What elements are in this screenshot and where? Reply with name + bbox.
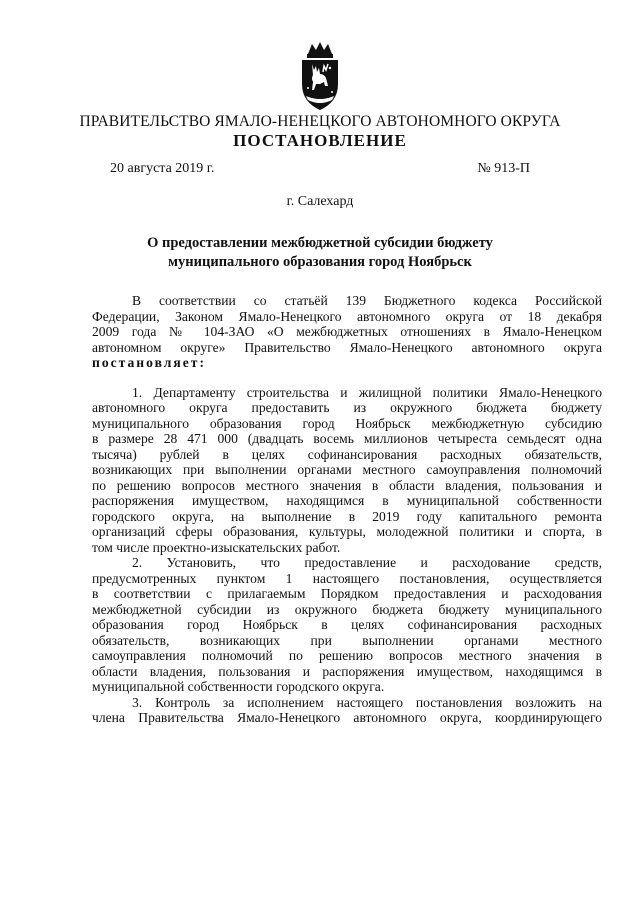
subject-line: О предоставлении межбюджетной субсидии бюджету: [147, 235, 493, 251]
document-city: г. Салехард: [286, 194, 354, 209]
document-number: № 913-П: [477, 161, 530, 176]
item1-line: автономного округа предоставить из окружного бюджета бюджету: [92, 400, 602, 415]
item2-line: межбюджетной субсидии из окружного бюджета бюджету муниципального: [92, 601, 602, 617]
document-date: 20 августа 2019 г.: [110, 161, 215, 176]
item2-line: образования город Ноябрьск в целях софинансирования расходных: [92, 617, 602, 632]
item1-line: по решению вопросов местного значения в области владения, пользования и: [92, 477, 602, 493]
item1-line: в размере 28 471 000 (двадцать восемь миллионов четыреста семьдесят одна: [92, 431, 602, 446]
preamble-line: автономном округе» Правительство Ямало-Ненецкого автономного округа: [92, 339, 602, 355]
item2-line: муниципальной собственности городского округа.: [92, 679, 385, 694]
item2-line: самоуправления полномочий по решению вопросов местного значения в: [92, 648, 602, 663]
item1-line: возникающих при выполнении органами местного самоуправления полномочий: [92, 462, 602, 477]
item1-line: городского округа, на выполнение в 2019 году капитального ремонта: [92, 508, 602, 524]
item1-line: распоряжения имуществом, находящимся в муниципальной собственности: [92, 493, 602, 508]
item1-line: том числе проектно-изыскательских работ.: [92, 539, 341, 555]
item3-line: члена Правительства Ямало-Ненецкого автономного округа, координирующего: [92, 710, 602, 725]
item2-line: области владения, пользования и распоряжения имуществом, находящимся в: [92, 663, 602, 679]
document-subject: [0, 234, 640, 272]
preamble-line: В соответствии со статьёй 139 Бюджетного кодекса Российской: [132, 293, 602, 308]
yamal-nenets-coat-of-arms-icon: [294, 40, 346, 112]
preamble-line: [92, 355, 602, 371]
item1-line: тысяча) рублей в целях софинансирования расходных обязательств,: [92, 446, 602, 462]
document-body: [92, 293, 602, 726]
government-name: ПРАВИТЕЛЬСТВО ЯМАЛО-НЕНЕЦКОГО АВТОНОМНОГО ОКРУГА: [79, 113, 561, 130]
subject-line: муниципального образования город Ноябрьск: [168, 254, 472, 270]
item1-line: 1. Департаменту строительства и жилищной политики Ямало-Ненецкого: [132, 384, 602, 400]
item2-line: 2. Установить, что предоставление и расходование средств,: [132, 555, 602, 570]
document-type: ПОСТАНОВЛЕНИЕ: [233, 131, 407, 150]
item2-line: предусмотренных пунктом 1 настоящего постановления, осуществляется: [92, 570, 602, 586]
item1-line: организаций сферы образования, культуры, молодежной политики и спорта, в: [92, 524, 602, 539]
decree-word: постановляет:: [92, 355, 206, 370]
preamble-line: 2009 года № 104-ЗАО «О межбюджетных отношениях в Ямало-Ненецком: [92, 324, 602, 339]
item3-line: 3. Контроль за исполнением настоящего постановления возложить на: [132, 694, 602, 710]
preamble-line: Федерации, Законом Ямало-Ненецкого автономного округа от 18 декабря: [92, 308, 602, 324]
item2-line: обязательств, возникающих при выполнении органами местного: [92, 632, 602, 648]
item2-line: в соответствии с прилагаемым Порядком предоставления и расходования: [92, 586, 602, 601]
item1-line: муниципального образования город Ноябрьск межбюджетную субсидию: [92, 415, 602, 431]
